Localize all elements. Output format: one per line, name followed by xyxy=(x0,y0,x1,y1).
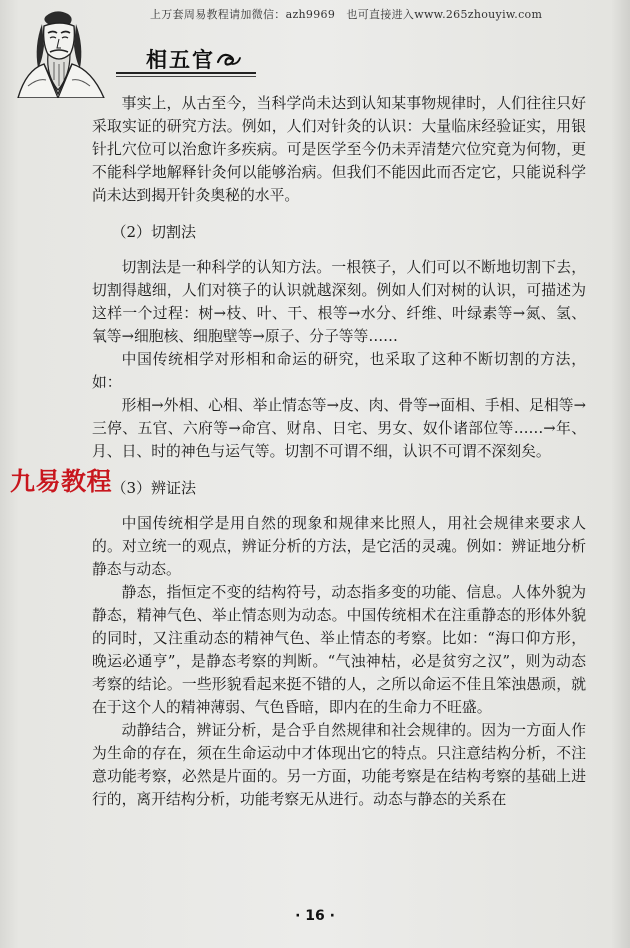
paragraph: 中国传统相学对形相和命运的研究，也采取了这种不断切割的方法，如： xyxy=(92,351,586,391)
page-number: · 16 · xyxy=(295,908,335,924)
chapter-title: 相五官 xyxy=(146,48,215,72)
left-watermark-text: 九易教程 xyxy=(10,467,113,496)
top-watermark-text: 上万套周易教程请加微信：azh9969 也可直接进入www.265zhouyiw.com xyxy=(150,8,543,21)
body-text xyxy=(92,92,586,811)
header-rule xyxy=(116,72,256,74)
paragraph: 中国传统相学是用自然的现象和规律来比照人，用社会规律来要求人的。对立统一的观点，辨证分析的方法，是它活的灵魂。例如：辨证地分析静态与动态。 xyxy=(92,515,586,578)
paragraph: 切割法是一种科学的认知方法。一根筷子，人们可以不断地切割下去，切割得越细，人们对筷子的认识就越深刻。例如人们对树的认识，可描述为这样一个过程：树→枝、叶、干、根等→水分、纤维、叶绿素等→氮、氢、氧等→细胞核、细胞壁等→原子、分子等等…… xyxy=(92,259,586,345)
paragraph: 形相→外相、心相、举止情态等→皮、肉、骨等→面相、手相、足相等→三停、五官、六府等→命宫、财帛、日宅、男女、奴仆诸部位等……→年、月、日、时的神色与运气等。切割不可谓不细，认识不可谓不深刻矣。 xyxy=(92,397,586,460)
paragraph: 静态，指恒定不变的结构符号，动态指多变的功能、信息。人体外貌为静态，精神气色、举止情态则为动态。中国传统相术在注重静态的形体外貌的同时，又注重动态的精神气色、举止情态的考察。比如：“海口仰方形，晚运必通亨”，是静态考察的判断。“气浊神枯，必是贫穷之汉”，则为动态考察的结论。一些形貌看起来挺不错的人，之所以命运不佳且笨浊愚顽，就在于这个人的精神薄弱、气色昏暗，即内在的生命力不旺盛。 xyxy=(92,584,586,716)
paragraph: 动静结合，辨证分析，是合乎自然规律和社会规律的。因为一方面人作为生命的存在，须在生命运动中才体现出它的特点。只注意结构分析，不注意功能考察，必然是片面的。另一方面，功能考察是在结构考察的基础上进行的，离开结构分析，功能考察无从进行。动态与静态的关系在 xyxy=(92,722,586,808)
swirl-ornament-icon xyxy=(216,50,242,68)
section-heading-cutting: （2）切割法 xyxy=(111,223,197,241)
sage-portrait-icon xyxy=(8,6,118,98)
paragraph-intro: 事实上，从古至今，当科学尚未达到认知某事物规律时，人们往往只好采取实证的研究方法。例如，人们对针灸的认识：大量临床经验证实，用银针扎穴位可以治愈许多疾病。可是医学至今仍未弄清楚穴位究竟为何物，更不能科学地解释针灸何以能够治病。但我们不能因此而否定它，只能说科学尚未达到揭开针灸奥秘的水平。 xyxy=(92,95,586,204)
section-heading-dialectic: （3）辨证法 xyxy=(111,479,197,497)
header-rule-thin xyxy=(116,76,256,77)
chapter-header xyxy=(116,38,256,78)
